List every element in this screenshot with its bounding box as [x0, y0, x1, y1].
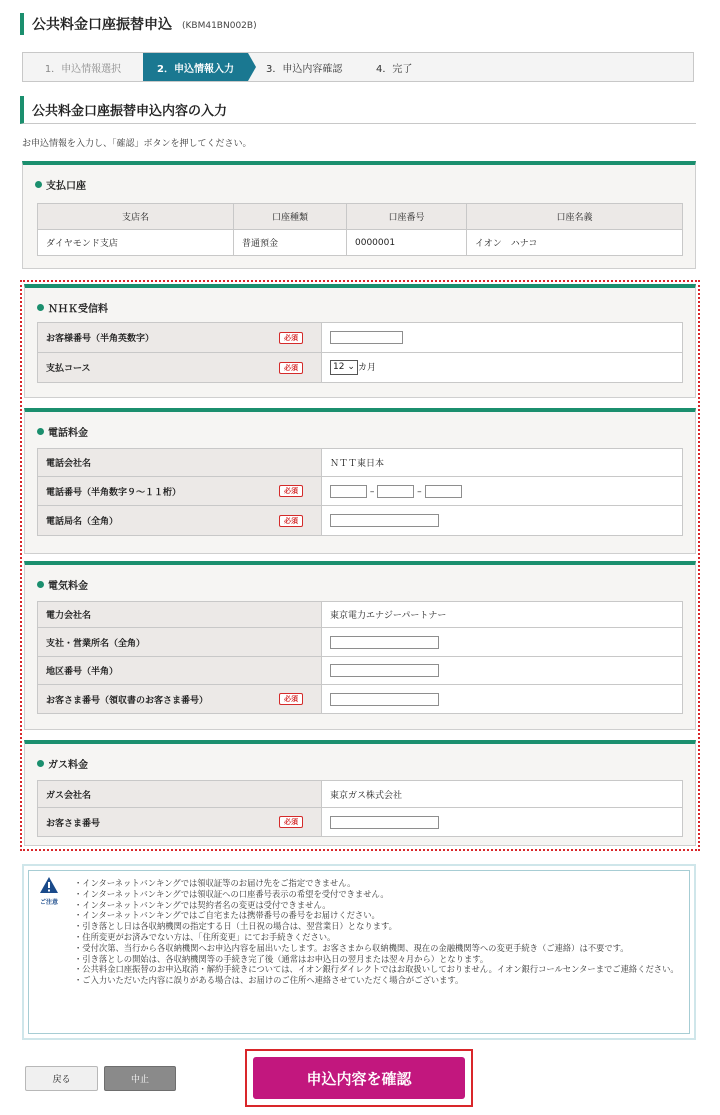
form-row: [38, 323, 683, 353]
electric-branch-label: 支社・営業所名（全角）: [38, 628, 322, 657]
phone-panel: [24, 408, 696, 554]
phone-company-label: 電話会社名: [38, 449, 322, 477]
progress-stepper: [22, 52, 694, 82]
phone-number-input-3[interactable]: [425, 485, 462, 498]
list-item: ・引き落としの開始は、各収納機関等の手続き完了後（通常はお申込日の翌月または翌々月から）となります。: [74, 953, 489, 964]
list-item: ・インターネットバンキングでは領収証への口座番号表示の希望を受付できません。: [74, 888, 389, 899]
electric-company-value: 東京電力エナジーパートナー: [322, 602, 683, 628]
notice-icon-group: [36, 876, 62, 906]
separator: –: [417, 486, 422, 497]
nhk-course-unit: カ月: [358, 363, 377, 373]
section-title: 公共料金口座振替申込内容の入力: [32, 104, 228, 119]
gas-panel: [24, 740, 696, 846]
electric-customer-label: お客さま番号（領収書のお客さま番号） 必須: [38, 685, 322, 714]
list-item: ・インターネットバンキングではご自宅または携帯番号の番号をお届けください。: [74, 910, 380, 921]
electric-company-label: 電力会社名: [38, 602, 322, 628]
cell-type: 普通預金: [234, 230, 347, 256]
form-row: [38, 449, 683, 477]
step-4: 4．完了: [376, 63, 413, 75]
list-item: ・受付次第、当行から各収納機関へお申込内容を届出いたします。お客さまから収納機関、現在の金融機関等への変更手続き（ご連絡）は不要です。: [74, 942, 629, 953]
form-row: [38, 685, 683, 714]
nhk-course-select[interactable]: 12 ⌄: [330, 360, 358, 375]
list-item: ・インターネットバンキングでは契約者名の変更は受付できません。: [74, 899, 331, 910]
list-item: ・ご入力いただいた内容に誤りがある場合は、お届けのご住所へ連絡させていただく場合がございます。: [74, 975, 464, 986]
intro-text: お申込情報を入力し、「確認」ボタンを押してください。: [22, 139, 252, 149]
phone-office-label: 電話局名（全角） 必須: [38, 506, 322, 536]
phone-number-input-2[interactable]: [377, 485, 414, 498]
form-value-cell: [322, 506, 683, 536]
electric-customer-input[interactable]: [330, 693, 439, 706]
step-1: 1．申込情報選択: [44, 63, 122, 75]
form-value-cell: [322, 808, 683, 837]
col-holder: 口座名義: [467, 204, 683, 230]
page-header: [20, 13, 257, 35]
nhk-panel-title: ＮＨＫ受信料: [37, 300, 108, 315]
electric-panel-title: 電気料金: [37, 577, 88, 592]
cancel-button[interactable]: 中止: [104, 1066, 176, 1091]
phone-office-input[interactable]: [330, 514, 439, 527]
notice-box: [22, 864, 696, 1040]
nhk-customer-number-input[interactable]: [330, 331, 403, 344]
phone-number-input-1[interactable]: [330, 485, 367, 498]
list-item: ・住所変更がお済みでない方は、「住所変更」にてお手続きください。: [74, 931, 336, 942]
form-value-cell: [322, 685, 683, 714]
gas-customer-label: お客さま番号 必須: [38, 808, 322, 837]
nhk-form-table: [37, 322, 683, 383]
form-row: [38, 628, 683, 657]
warning-icon: [39, 876, 59, 894]
electric-panel: [24, 561, 696, 730]
col-branch: 支店名: [38, 204, 234, 230]
list-item: ・引き落とし日は各収納機関の指定する日（土日祝の場合は、翌営業日）となります。: [74, 921, 397, 932]
confirm-button[interactable]: 申込内容を確認: [253, 1057, 465, 1099]
electric-form-table: [37, 601, 683, 714]
required-badge: 必須: [279, 816, 303, 828]
nhk-course-label: 支払コース 必須: [38, 353, 322, 383]
form-value-cell: [322, 628, 683, 657]
notice-list: [74, 878, 686, 986]
form-value-cell: [322, 353, 683, 383]
bullet-icon: [35, 181, 42, 188]
list-item: ・公共料金口座振替のお申込取消・解約手続きについては、イオン銀行ダイレクトではお取扱いしておりません。イオン銀行コールセンターまでご連絡ください。: [74, 964, 679, 975]
bullet-icon: [37, 581, 44, 588]
step-3: 3．申込内容確認: [266, 63, 343, 75]
gas-panel-title: ガス料金: [37, 756, 88, 771]
cell-holder: イオン ハナコ: [467, 230, 683, 256]
gas-form-table: [37, 780, 683, 837]
electric-area-input[interactable]: [330, 664, 439, 677]
form-row: [38, 506, 683, 536]
required-badge: 必須: [279, 332, 303, 344]
form-row: [38, 353, 683, 383]
notice-icon-label: ご注意: [39, 899, 58, 906]
chevron-down-icon: ⌄: [347, 362, 355, 372]
table-header-row: [38, 204, 683, 230]
bullet-icon: [37, 428, 44, 435]
nhk-panel: [24, 284, 696, 398]
cell-branch: ダイヤモンド支店: [38, 230, 234, 256]
separator: –: [369, 486, 375, 497]
gas-company-label: ガス会社名: [38, 781, 322, 808]
form-value-cell: [322, 477, 683, 506]
form-row: [38, 781, 683, 808]
required-badge: 必須: [279, 515, 303, 527]
form-value-cell: [322, 323, 683, 353]
required-badge: 必須: [279, 362, 303, 374]
phone-company-value: ＮＴＴ東日本: [322, 449, 683, 477]
nhk-customer-label: お客様番号（半角英数字） 必須: [38, 323, 322, 353]
form-value-cell: [322, 657, 683, 685]
cell-number: 0000001: [347, 230, 467, 256]
required-badge: 必須: [279, 485, 303, 497]
required-badge: 必須: [279, 693, 303, 705]
step-2-current: 2．申込情報入力: [143, 53, 248, 81]
account-panel: [22, 161, 696, 269]
gas-company-value: 東京ガス株式会社: [322, 781, 683, 808]
table-row: [38, 230, 683, 256]
screen-code: (KBM41BN002B): [182, 20, 257, 31]
section-heading: [20, 96, 696, 124]
electric-branch-input[interactable]: [330, 636, 439, 649]
col-type: 口座種類: [234, 204, 347, 230]
back-button[interactable]: 戻る: [25, 1066, 98, 1091]
account-table: [37, 203, 683, 256]
electric-area-label: 地区番号（半角）: [38, 657, 322, 685]
phone-form-table: [37, 448, 683, 536]
gas-customer-input[interactable]: [330, 816, 439, 829]
form-row: [38, 602, 683, 628]
form-row: [38, 477, 683, 506]
form-row: [38, 657, 683, 685]
phone-number-label: 電話番号（半角数字９～１１桁） 必須: [38, 477, 322, 506]
list-item: ・インターネットバンキングでは領収証等のお届け先をご指定できません。: [74, 878, 356, 888]
phone-panel-title: 電話料金: [37, 424, 88, 439]
bullet-icon: [37, 760, 44, 767]
bullet-icon: [37, 304, 44, 311]
account-panel-title: 支払口座: [35, 177, 86, 192]
form-row: [38, 808, 683, 837]
col-number: 口座番号: [347, 204, 467, 230]
page-title: 公共料金口座振替申込: [32, 17, 172, 33]
